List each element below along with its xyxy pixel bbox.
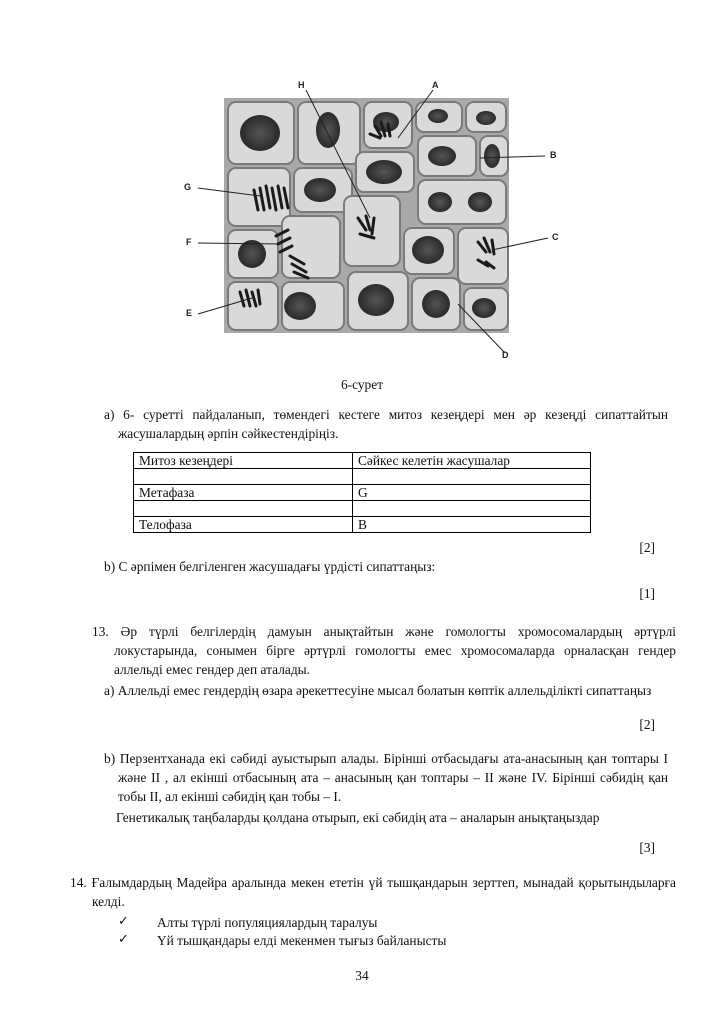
figure-caption: 6-сурет xyxy=(340,377,384,392)
table-header-cell: Митоз кезеңдері xyxy=(134,453,353,469)
table-row xyxy=(134,517,591,533)
table-cell xyxy=(353,501,591,517)
label-h: H xyxy=(298,80,305,90)
table-header-cell: Сәйкес келетін жасушалар xyxy=(353,453,591,469)
q13b-mark: [3] xyxy=(639,840,655,855)
q13a-text: a) Аллельді емес гендердің өзара әрекеттесуіне мысал болатын көптік аллельділікті сипаттаңыз xyxy=(104,683,652,698)
q13a-mark: [2] xyxy=(639,717,655,732)
table-cell xyxy=(353,469,591,485)
label-d: D xyxy=(502,350,509,360)
table-cell xyxy=(134,469,353,485)
q13-intro: 13. Әр түрлі белгілердің дамуын анықтайтын және гомологты хромосомалардың әртүрлі локустарында, сонымен бірге әртүрлі гомологты емес хромосомаларда орналасқан гендер аллельді емес гендер деп аталады. xyxy=(92,624,676,677)
q12b-text: b) C әрпімен белгіленген жасушадағы үрдісті сипаттаңыз: xyxy=(104,559,436,574)
label-c: C xyxy=(552,232,559,242)
label-e: E xyxy=(186,308,193,318)
table-cell: B xyxy=(353,517,591,533)
page-number: 34 xyxy=(355,968,369,983)
q12a-text: a) 6- суретті пайдаланып, төмендегі кестеге митоз кезеңдері мен әр кезеңді сипаттайтын жасушалардың әрпін сәйкестендіріңіз. xyxy=(104,407,668,441)
q13-task: Генетикалық таңбаларды қолдана отырып, екі сәбидің ата – аналарын анықтаңыздар xyxy=(116,810,600,825)
table-cell xyxy=(134,501,353,517)
label-b: B xyxy=(550,150,557,160)
q12a-mark: [2] xyxy=(639,540,655,555)
q12b-mark: [1] xyxy=(639,586,655,601)
micrograph-image xyxy=(180,78,560,363)
check-icon: ✓ xyxy=(118,932,129,947)
table-row xyxy=(134,501,591,517)
table-row xyxy=(134,485,591,501)
q14-bullet: Үй тышқандары елді мекенмен тығыз байланысты xyxy=(157,933,447,948)
q13b-text: b) Перзентханада екі сәбиді ауыстырып алады. Бірінші отбасыдағы ата-анасының қан топтары I және II , ал екінші отбасының ата – анасының қан топтары – II және IV. Бірінші сәбидің қан тобы II, ал екінші сәбидің қан тобы – I. xyxy=(104,751,668,804)
check-icon: ✓ xyxy=(118,914,129,929)
table-cell: Метафаза xyxy=(134,485,353,501)
figure-6-micrograph xyxy=(180,78,560,363)
table-cell: Телофаза xyxy=(134,517,353,533)
mitosis-table xyxy=(133,452,591,533)
table-cell: G xyxy=(353,485,591,501)
label-g: G xyxy=(184,182,192,192)
label-f: F xyxy=(186,237,192,247)
q14-bullet: Алты түрлі популяциялардың таралуы xyxy=(157,915,378,930)
q14-intro: 14. Ғалымдардың Мадейра аралында мекен ететін үй тышқандарын зерттеп, мынадай қорытындыларға келді. xyxy=(70,875,676,909)
table-row xyxy=(134,469,591,485)
label-a: A xyxy=(432,80,439,90)
table-row xyxy=(134,453,591,469)
